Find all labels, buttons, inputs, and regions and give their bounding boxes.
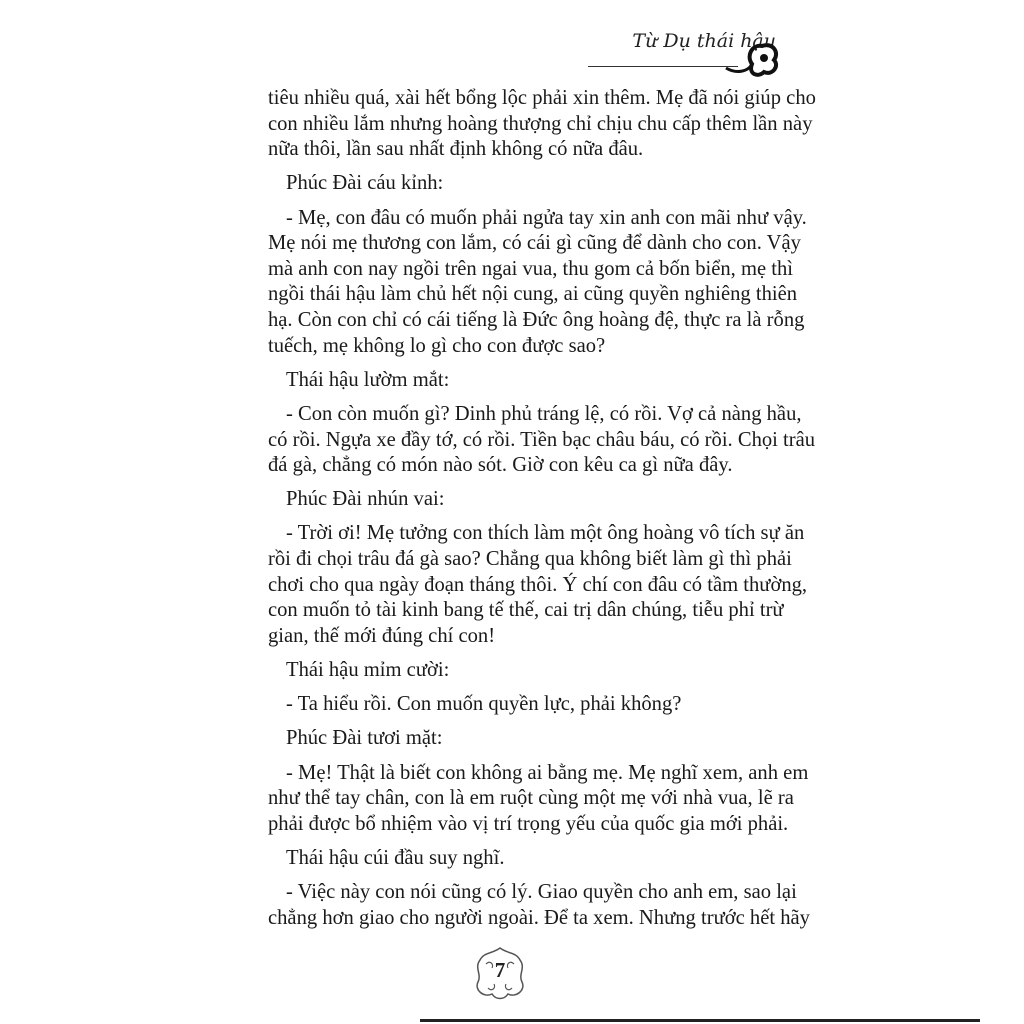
page-number: 7 <box>494 958 506 982</box>
header-rule <box>588 66 738 67</box>
text-line: Phúc Đài nhún vai: <box>286 488 445 511</box>
page-number-block <box>472 944 552 1004</box>
text-line: hạ. Còn con chỉ có cái tiếng là Đức ông hoàng đệ, thực ra là rỗng <box>268 308 805 331</box>
text-line: như thể tay chân, con là em ruột cùng một mẹ với nhà vua, lẽ ra <box>268 787 794 810</box>
text-line: đá gà, chẳng có món nào sót. Giờ con kêu ca gì nữa đây. <box>268 454 733 477</box>
text-line: ngồi thái hậu làm chủ hết nội cung, ai cũng quyền nghiêng thiên <box>268 283 798 306</box>
text-line: - Việc này con nói cũng có lý. Giao quyền cho anh em, sao lại <box>286 881 797 904</box>
text-line: chẳng hơn giao cho người ngoài. Để ta xem. Nhưng trước hết hãy <box>268 906 810 929</box>
text-line: Phúc Đài cáu kỉnh: <box>286 172 444 195</box>
text-line: mà anh con nay ngồi trên ngai vua, thu gom cả bốn biển, mẹ thì <box>268 257 794 280</box>
text-line: con muốn tỏ tài kinh bang tế thế, cai trị dân chúng, tiễu phỉ trừ <box>268 599 784 622</box>
text-line: Thái hậu lườm mắt: <box>286 368 450 391</box>
text-line: tuếch, mẹ không lo gì cho con được sao? <box>268 334 606 357</box>
cloud-scroll-ornament-icon <box>722 34 782 80</box>
text-line: có rồi. Ngựa xe đầy tớ, có rồi. Tiền bạc châu báu, có rồi. Chọi trâu <box>268 428 816 451</box>
text-line: - Con còn muốn gì? Dinh phủ tráng lệ, có rồi. Vợ cả nàng hầu, <box>286 402 802 425</box>
body-text <box>268 86 816 931</box>
bottom-edge-rule <box>420 1019 980 1022</box>
text-line: - Mẹ, con đâu có muốn phải ngửa tay xin anh con mãi như vậy. <box>286 206 807 229</box>
text-line: gian, thế mới đúng chí con! <box>268 624 496 647</box>
text-line: - Ta hiểu rồi. Con muốn quyền lực, phải không? <box>286 693 682 716</box>
text-line: Thái hậu cúi đầu suy nghĩ. <box>286 846 505 869</box>
text-line: Thái hậu mỉm cười: <box>286 659 450 682</box>
text-line: con nhiều lắm nhưng hoàng thượng chỉ chịu chu cấp thêm lần này <box>268 112 813 135</box>
text-line: nữa thôi, lần sau nhất định không có nữa đâu. <box>268 138 644 161</box>
text-line: phải được bổ nhiệm vào vị trí trọng yếu của quốc gia mới phải. <box>268 812 789 835</box>
text-line: chơi cho qua ngày đoạn tháng thôi. Ý chí con đâu có tầm thường, <box>268 573 808 596</box>
text-line: rồi đi chọi trâu đá gà sao? Chẳng qua không biết làm gì thì phải <box>268 548 792 571</box>
running-header: Từ Dụ thái hậu <box>632 30 776 52</box>
text-line: Phúc Đài tươi mặt: <box>286 727 443 750</box>
text-line: Mẹ nói mẹ thương con lắm, có cái gì cũng để dành cho con. Vậy <box>268 232 801 255</box>
text-line: - Mẹ! Thật là biết con không ai bằng mẹ. Mẹ nghĩ xem, anh em <box>286 761 809 784</box>
text-line: tiêu nhiều quá, xài hết bổng lộc phải xin thêm. Mẹ đã nói giúp cho <box>268 87 816 109</box>
text-line: - Trời ơi! Mẹ tưởng con thích làm một ông hoàng vô tích sự ăn <box>286 522 805 545</box>
